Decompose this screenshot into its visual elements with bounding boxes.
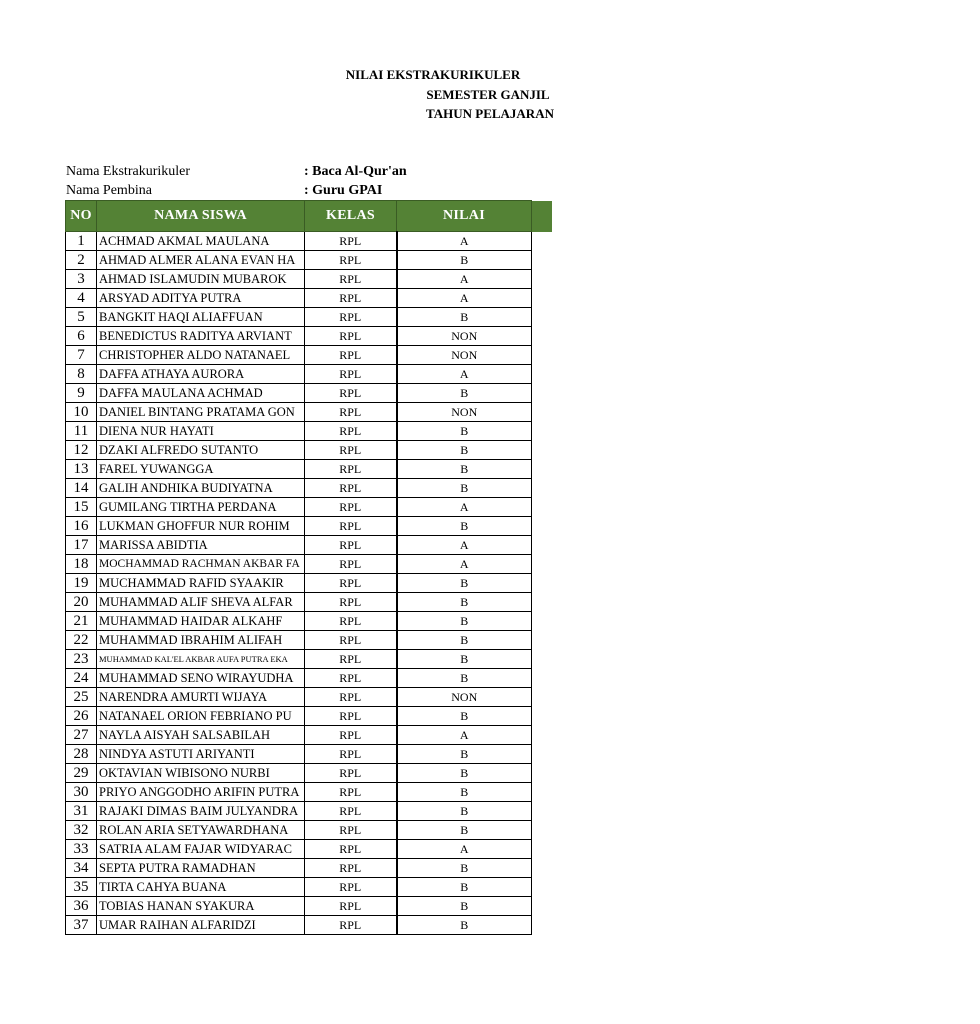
cell-no: 20 (66, 593, 97, 612)
table-row (66, 270, 552, 289)
cell-overflow (532, 783, 552, 802)
cell-kelas: RPL (305, 612, 397, 631)
cell-no: 29 (66, 764, 97, 783)
cell-nilai: B (397, 384, 532, 403)
cell-student-name: DANIEL BINTANG PRATAMA GON (97, 403, 305, 422)
table-row (66, 612, 552, 631)
cell-nilai: B (397, 479, 532, 498)
cell-student-name: FAREL YUWANGGA (97, 460, 305, 479)
cell-nilai: B (397, 593, 532, 612)
cell-no: 11 (66, 422, 97, 441)
cell-kelas: RPL (305, 574, 397, 593)
cell-nilai: B (397, 859, 532, 878)
grades-table-container (65, 200, 531, 935)
title-block (0, 62, 554, 122)
cell-kelas: RPL (305, 479, 397, 498)
cell-nilai: NON (397, 403, 532, 422)
cell-no: 14 (66, 479, 97, 498)
cell-nilai: B (397, 802, 532, 821)
cell-kelas: RPL (305, 346, 397, 365)
cell-nilai: NON (397, 346, 532, 365)
cell-kelas: RPL (305, 403, 397, 422)
cell-kelas: RPL (305, 859, 397, 878)
cell-student-name: DAFFA MAULANA ACHMAD (97, 384, 305, 403)
table-row (66, 498, 552, 517)
cell-nilai: B (397, 251, 532, 270)
cell-student-name: AHMAD ALMER ALANA EVAN HA (97, 251, 305, 270)
cell-overflow (532, 707, 552, 726)
cell-overflow (532, 840, 552, 859)
column-header-no: NO (66, 201, 97, 232)
column-header-nilai: NILAI (397, 201, 532, 232)
cell-no: 17 (66, 536, 97, 555)
cell-overflow (532, 441, 552, 460)
table-row (66, 251, 552, 270)
cell-overflow (532, 612, 552, 631)
pembina-value: : Guru GPAI (304, 183, 383, 198)
cell-no: 26 (66, 707, 97, 726)
cell-nilai: B (397, 308, 532, 327)
cell-no: 12 (66, 441, 97, 460)
cell-nilai: B (397, 669, 532, 688)
cell-kelas: RPL (305, 270, 397, 289)
pembina-label: Nama Pembina (66, 183, 152, 198)
cell-overflow (532, 555, 552, 574)
cell-student-name: OKTAVIAN WIBISONO NURBI (97, 764, 305, 783)
cell-overflow (532, 745, 552, 764)
cell-overflow (532, 821, 552, 840)
cell-overflow (532, 422, 552, 441)
cell-nilai: B (397, 707, 532, 726)
cell-kelas: RPL (305, 289, 397, 308)
cell-nilai: B (397, 764, 532, 783)
column-header-kelas: KELAS (305, 201, 397, 232)
cell-student-name: LUKMAN GHOFFUR NUR ROHIM (97, 517, 305, 536)
cell-nilai: B (397, 441, 532, 460)
cell-nilai: B (397, 422, 532, 441)
cell-nilai: B (397, 821, 532, 840)
cell-nilai: B (397, 574, 532, 593)
cell-no: 31 (66, 802, 97, 821)
cell-no: 22 (66, 631, 97, 650)
cell-no: 4 (66, 289, 97, 308)
table-row (66, 726, 552, 745)
cell-kelas: RPL (305, 783, 397, 802)
cell-nilai: A (397, 726, 532, 745)
cell-overflow (532, 650, 552, 669)
title-line-3: TAHUN PELAJARAN (426, 106, 554, 121)
cell-no: 34 (66, 859, 97, 878)
cell-nilai: NON (397, 688, 532, 707)
cell-student-name: RAJAKI DIMAS BAIM JULYANDRA (97, 802, 305, 821)
cell-nilai: A (397, 270, 532, 289)
cell-kelas: RPL (305, 802, 397, 821)
cell-student-name: MUHAMMAD HAIDAR ALKAHF (97, 612, 305, 631)
cell-kelas: RPL (305, 650, 397, 669)
table-row (66, 289, 552, 308)
cell-student-name: ACHMAD AKMAL MAULANA (97, 232, 305, 251)
cell-overflow (532, 631, 552, 650)
cell-overflow (532, 232, 552, 251)
table-row (66, 707, 552, 726)
cell-no: 6 (66, 327, 97, 346)
cell-nilai: B (397, 897, 532, 916)
cell-student-name: NINDYA ASTUTI ARIYANTI (97, 745, 305, 764)
cell-student-name: GUMILANG TIRTHA PERDANA (97, 498, 305, 517)
ekskul-value: : Baca Al-Qur'an (304, 164, 407, 179)
table-row (66, 384, 552, 403)
title-line-1: NILAI EKSTRAKURIKULER (345, 67, 521, 82)
cell-student-name: GALIH ANDHIKA BUDIYATNA (97, 479, 305, 498)
cell-no: 23 (66, 650, 97, 669)
cell-no: 7 (66, 346, 97, 365)
cell-kelas: RPL (305, 840, 397, 859)
ekskul-label: Nama Ekstrakurikuler (66, 164, 191, 179)
cell-student-name: PRIYO ANGGODHO ARIFIN PUTRA (97, 783, 305, 802)
table-row (66, 688, 552, 707)
column-header-overflow (532, 201, 552, 232)
cell-overflow (532, 878, 552, 897)
cell-overflow (532, 289, 552, 308)
cell-student-name: ROLAN ARIA SETYAWARDHANA (97, 821, 305, 840)
table-row (66, 593, 552, 612)
cell-nilai: A (397, 840, 532, 859)
table-row (66, 631, 552, 650)
cell-student-name: BANGKIT HAQI ALIAFFUAN (97, 308, 305, 327)
title-line-2: SEMESTER GANJIL (426, 87, 550, 102)
table-row (66, 802, 552, 821)
cell-kelas: RPL (305, 365, 397, 384)
cell-student-name: NARENDRA AMURTI WIJAYA (97, 688, 305, 707)
cell-nilai: B (397, 612, 532, 631)
cell-student-name: MUHAMMAD KAL'EL AKBAR AUFA PUTRA EKA (97, 650, 305, 669)
cell-nilai: A (397, 498, 532, 517)
table-row (66, 916, 552, 935)
cell-no: 25 (66, 688, 97, 707)
table-row (66, 365, 552, 384)
cell-nilai: NON (397, 327, 532, 346)
table-row (66, 878, 552, 897)
cell-student-name: MOCHAMMAD RACHMAN AKBAR FA (97, 555, 305, 574)
cell-no: 1 (66, 232, 97, 251)
cell-nilai: A (397, 555, 532, 574)
cell-no: 19 (66, 574, 97, 593)
cell-overflow (532, 669, 552, 688)
table-body (66, 232, 552, 935)
table-row (66, 441, 552, 460)
cell-no: 5 (66, 308, 97, 327)
cell-overflow (532, 802, 552, 821)
cell-nilai: B (397, 650, 532, 669)
cell-overflow (532, 764, 552, 783)
cell-overflow (532, 365, 552, 384)
table-row (66, 327, 552, 346)
cell-no: 32 (66, 821, 97, 840)
cell-kelas: RPL (305, 536, 397, 555)
cell-overflow (532, 403, 552, 422)
cell-overflow (532, 916, 552, 935)
table-header (66, 201, 552, 232)
cell-student-name: TIRTA CAHYA BUANA (97, 878, 305, 897)
table-row (66, 650, 552, 669)
cell-kelas: RPL (305, 916, 397, 935)
cell-no: 24 (66, 669, 97, 688)
cell-kelas: RPL (305, 593, 397, 612)
table-row (66, 764, 552, 783)
table-row (66, 821, 552, 840)
cell-nilai: B (397, 745, 532, 764)
cell-kelas: RPL (305, 821, 397, 840)
cell-overflow (532, 859, 552, 878)
table-row (66, 859, 552, 878)
cell-kelas: RPL (305, 555, 397, 574)
column-header-nama-siswa: NAMA SISWA (97, 201, 305, 232)
cell-kelas: RPL (305, 897, 397, 916)
cell-nilai: A (397, 289, 532, 308)
table-row (66, 574, 552, 593)
cell-nilai: B (397, 517, 532, 536)
cell-overflow (532, 574, 552, 593)
grades-table (65, 200, 552, 935)
cell-overflow (532, 593, 552, 612)
cell-nilai: B (397, 878, 532, 897)
cell-student-name: SATRIA ALAM FAJAR WIDYARAC (97, 840, 305, 859)
cell-overflow (532, 726, 552, 745)
cell-nilai: B (397, 916, 532, 935)
cell-kelas: RPL (305, 688, 397, 707)
cell-overflow (532, 479, 552, 498)
cell-student-name: DAFFA ATHAYA AURORA (97, 365, 305, 384)
cell-overflow (532, 498, 552, 517)
cell-student-name: MUHAMMAD ALIF SHEVA ALFAR (97, 593, 305, 612)
cell-nilai: A (397, 536, 532, 555)
cell-no: 33 (66, 840, 97, 859)
cell-student-name: UMAR RAIHAN ALFARIDZI (97, 916, 305, 935)
cell-kelas: RPL (305, 707, 397, 726)
cell-nilai: B (397, 460, 532, 479)
cell-student-name: TOBIAS HANAN SYAKURA (97, 897, 305, 916)
cell-no: 13 (66, 460, 97, 479)
cell-kelas: RPL (305, 498, 397, 517)
cell-kelas: RPL (305, 745, 397, 764)
cell-kelas: RPL (305, 764, 397, 783)
cell-no: 27 (66, 726, 97, 745)
cell-no: 37 (66, 916, 97, 935)
cell-no: 30 (66, 783, 97, 802)
cell-no: 10 (66, 403, 97, 422)
cell-no: 16 (66, 517, 97, 536)
cell-student-name: MUHAMMAD IBRAHIM ALIFAH (97, 631, 305, 650)
table-row (66, 897, 552, 916)
table-row (66, 460, 552, 479)
cell-student-name: SEPTA PUTRA RAMADHAN (97, 859, 305, 878)
cell-nilai: A (397, 365, 532, 384)
cell-overflow (532, 327, 552, 346)
cell-overflow (532, 536, 552, 555)
cell-overflow (532, 270, 552, 289)
cell-overflow (532, 384, 552, 403)
cell-student-name: ARSYAD ADITYA PUTRA (97, 289, 305, 308)
table-row (66, 422, 552, 441)
table-row (66, 745, 552, 764)
cell-kelas: RPL (305, 308, 397, 327)
table-row (66, 555, 552, 574)
cell-student-name: DZAKI ALFREDO SUTANTO (97, 441, 305, 460)
table-row (66, 536, 552, 555)
cell-no: 2 (66, 251, 97, 270)
cell-student-name: MUCHAMMAD RAFID SYAAKIR (97, 574, 305, 593)
cell-overflow (532, 346, 552, 365)
cell-nilai: B (397, 783, 532, 802)
cell-student-name: MUHAMMAD SENO WIRAYUDHA (97, 669, 305, 688)
cell-kelas: RPL (305, 726, 397, 745)
cell-no: 36 (66, 897, 97, 916)
table-row (66, 840, 552, 859)
cell-overflow (532, 251, 552, 270)
cell-overflow (532, 688, 552, 707)
cell-no: 18 (66, 555, 97, 574)
cell-student-name: NATANAEL ORION FEBRIANO PU (97, 707, 305, 726)
cell-overflow (532, 897, 552, 916)
cell-kelas: RPL (305, 422, 397, 441)
table-row (66, 669, 552, 688)
cell-no: 15 (66, 498, 97, 517)
table-row (66, 232, 552, 251)
cell-student-name: DIENA NUR HAYATI (97, 422, 305, 441)
cell-kelas: RPL (305, 327, 397, 346)
table-row (66, 783, 552, 802)
cell-nilai: B (397, 631, 532, 650)
cell-nilai: A (397, 232, 532, 251)
cell-kelas: RPL (305, 441, 397, 460)
cell-kelas: RPL (305, 232, 397, 251)
table-row (66, 517, 552, 536)
cell-student-name: BENEDICTUS RADITYA ARVIANT (97, 327, 305, 346)
cell-kelas: RPL (305, 384, 397, 403)
table-row (66, 403, 552, 422)
cell-student-name: NAYLA AISYAH SALSABILAH (97, 726, 305, 745)
table-row (66, 479, 552, 498)
cell-overflow (532, 517, 552, 536)
cell-no: 8 (66, 365, 97, 384)
cell-student-name: CHRISTOPHER ALDO NATANAEL (97, 346, 305, 365)
cell-kelas: RPL (305, 517, 397, 536)
cell-kelas: RPL (305, 251, 397, 270)
cell-no: 9 (66, 384, 97, 403)
cell-no: 21 (66, 612, 97, 631)
cell-no: 3 (66, 270, 97, 289)
cell-student-name: AHMAD ISLAMUDIN MUBAROK (97, 270, 305, 289)
table-row (66, 346, 552, 365)
cell-overflow (532, 308, 552, 327)
cell-kelas: RPL (305, 878, 397, 897)
cell-kelas: RPL (305, 631, 397, 650)
cell-overflow (532, 460, 552, 479)
table-row (66, 308, 552, 327)
cell-kelas: RPL (305, 669, 397, 688)
cell-no: 35 (66, 878, 97, 897)
cell-no: 28 (66, 745, 97, 764)
cell-student-name: MARISSA ABIDTIA (97, 536, 305, 555)
cell-kelas: RPL (305, 460, 397, 479)
